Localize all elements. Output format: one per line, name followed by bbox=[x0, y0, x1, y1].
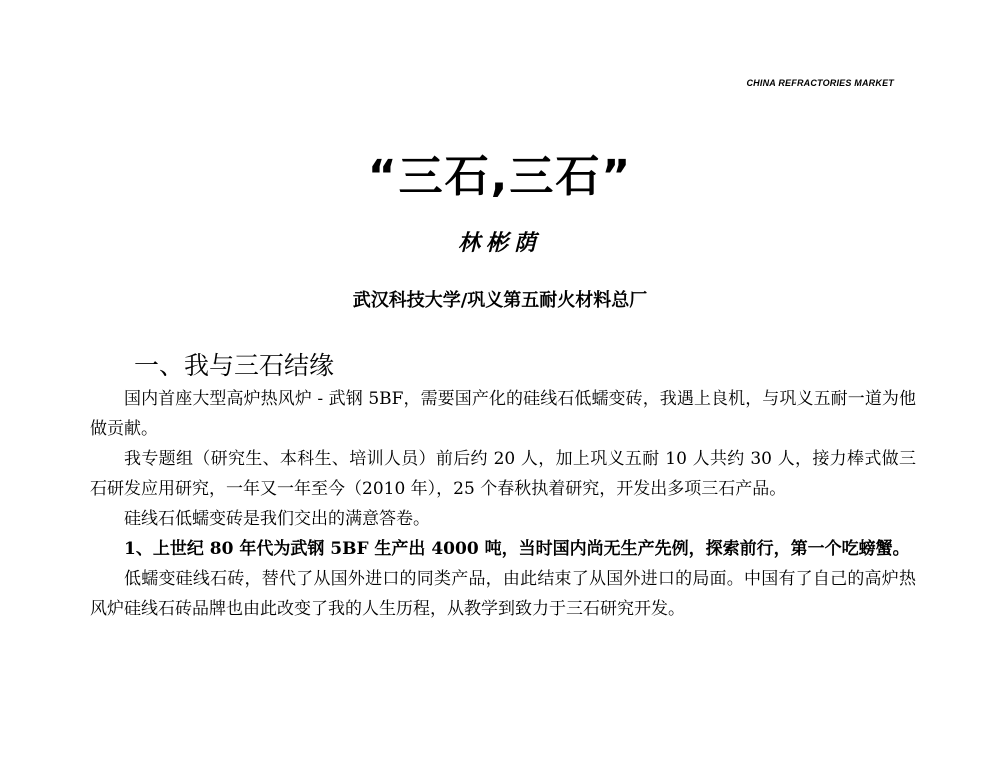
paragraph: 我专题组（研究生、本科生、培训人员）前后约 20 人，加上巩义五耐 10 人共约 30 人，接力棒式做三石研发应用研究，一年又一年至今（2010 年），25 个春秋执着研究，开发出多项三石产品。 bbox=[90, 449, 916, 499]
paragraph: 国内首座大型高炉热风炉 - 武钢 5BF，需要国产化的硅线石低蠕变砖，我遇上良机，与巩义五耐一道为他做贡献。 bbox=[90, 389, 916, 439]
section-body bbox=[90, 384, 916, 624]
section-heading: 一、我与三石结缘 bbox=[134, 351, 335, 380]
article-title: “三石,三石” bbox=[367, 151, 633, 202]
author-name: 林彬荫 bbox=[457, 230, 542, 256]
paragraph: 硅线石低蠕变砖是我们交出的满意答卷。 bbox=[124, 509, 430, 529]
running-header: CHINA REFRACTORIES MARKET bbox=[746, 78, 894, 88]
paragraph: 低蠕变硅线石砖，替代了从国外进口的同类产品，由此结束了从国外进口的局面。中国有了自己的高炉热风炉硅线石砖品牌也由此改变了我的人生历程，从教学到致力于三石研究开发。 bbox=[90, 569, 916, 619]
paragraph-bold: 1、上世纪 80 年代为武钢 5BF 生产出 4000 吨，当时国内尚无生产先例，探索前行，第一个吃螃蟹。 bbox=[124, 539, 910, 559]
author-affiliation: 武汉科技大学/巩义第五耐火材料总厂 bbox=[352, 290, 648, 311]
